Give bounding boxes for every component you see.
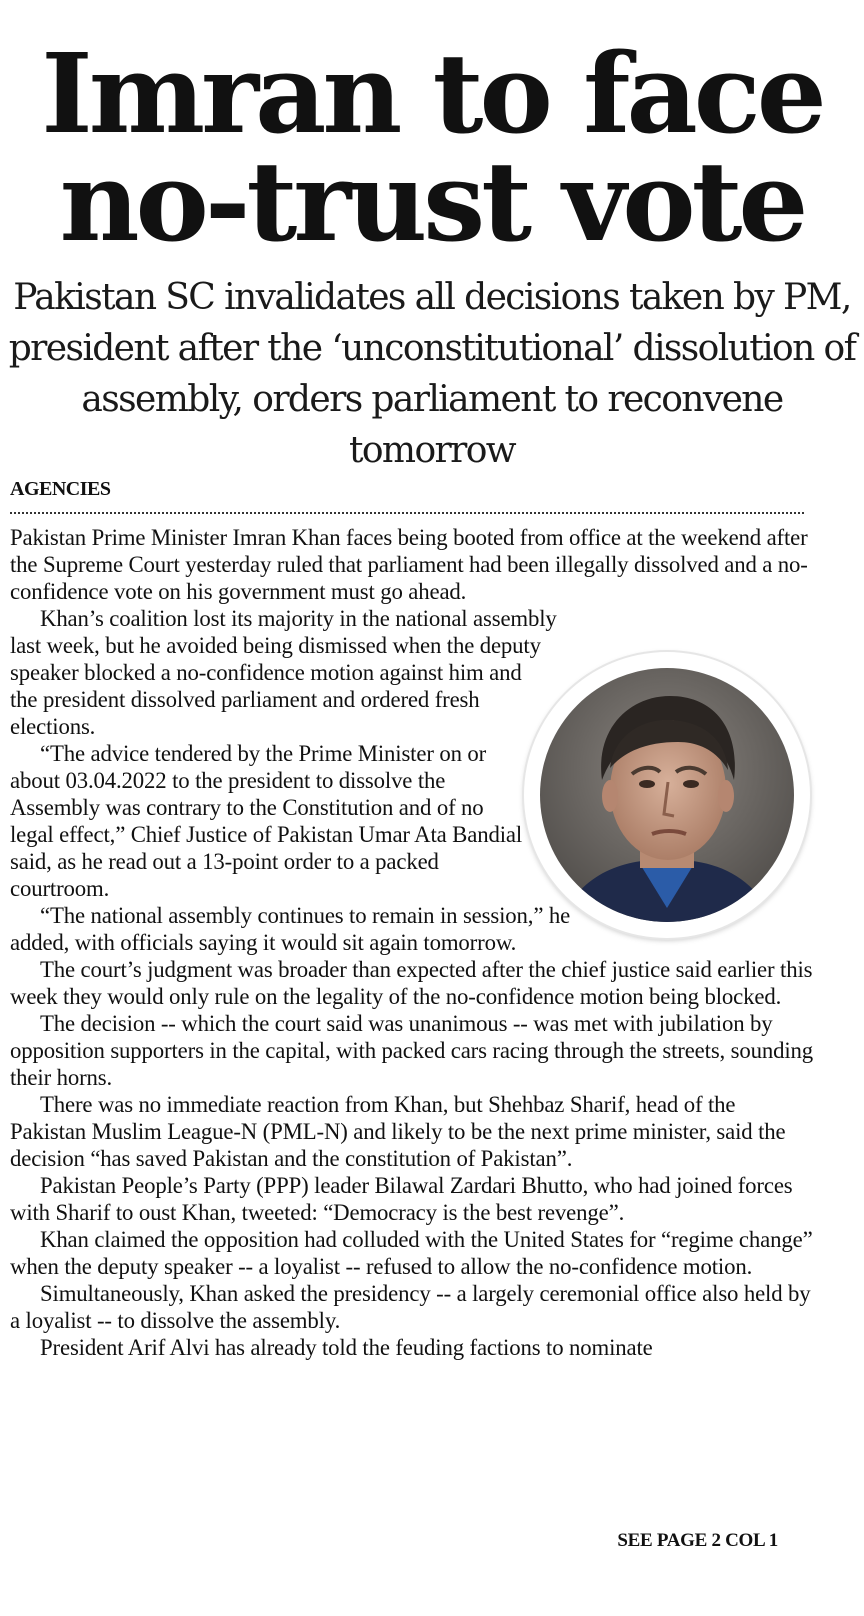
dotted-divider	[10, 512, 804, 514]
byline: AGENCIES	[10, 478, 111, 500]
article-body	[10, 524, 816, 1361]
headline: Imran to face no-trust vote	[41, 29, 823, 266]
paragraph-6: The decision -- which the court said was unanimous -- was met with jubilation by opposition supporters in the capital, with packed cars racing through the streets, sounding their horns.	[10, 1011, 814, 1090]
paragraph-11: President Arif Alvi has already told the feuding factions to nominate	[40, 1335, 653, 1360]
paragraph-8: Pakistan People’s Party (PPP) leader Bilawal Zardari Bhutto, who had joined forces with Sharif to oust Khan, tweeted: “Democracy is the best revenge”.	[10, 1173, 793, 1225]
paragraph-2: Khan’s coalition lost its majority in the national assembly last week, but he avoided being dismissed when the deputy speaker blocked a no-confidence motion against him and the president dissolved parliament and ordered fresh elections.	[10, 606, 557, 739]
paragraph-5: The court’s judgment was broader than expected after the chief justice said earlier this week they would only rule on the legality of the no-confidence motion being blocked.	[10, 957, 813, 1009]
paragraph-9: Khan claimed the opposition had colluded with the United States for “regime change” when the deputy speaker -- a loyalist -- refused to allow the no-confidence motion.	[10, 1227, 813, 1279]
paragraph-10: Simultaneously, Khan asked the presidency -- a largely ceremonial office also held by a loyalist -- to dissolve the assembly.	[10, 1281, 811, 1333]
portrait-photo	[524, 652, 810, 938]
paragraph-3: “The advice tendered by the Prime Minister on or about 03.04.2022 to the president to dissolve the Assembly was contrary to the Constitution and of no legal effect,” Chief Justice of Pakistan Umar Ata Bandial said, as he read out a 13-point order to a packed courtroom.	[10, 741, 523, 901]
paragraph-1: Pakistan Prime Minister Imran Khan faces being booted from office at the weekend after the Supreme Court yesterday ruled that parliament had been illegally dissolved and a no-confidence vote on his government must go ahead.	[10, 525, 808, 604]
continuation-reference: SEE PAGE 2 COL 1	[617, 1530, 778, 1551]
paragraph-4: “The national assembly continues to remain in session,” he added, with officials saying it would sit again tomorrow.	[10, 903, 571, 955]
subheadline: Pakistan SC invalidates all decisions taken by PM, president after the ‘unconstitutional’ dissolution of assembly, orders parliament to reconvene tomorrow	[8, 277, 856, 471]
paragraph-7: There was no immediate reaction from Khan, but Shehbaz Sharif, head of the Pakistan Muslim League-N (PML-N) and likely to be the next prime minister, said the decision “has saved Pakistan and the constitution of Pakistan”.	[10, 1092, 786, 1171]
portrait-photo-icon	[540, 668, 794, 922]
